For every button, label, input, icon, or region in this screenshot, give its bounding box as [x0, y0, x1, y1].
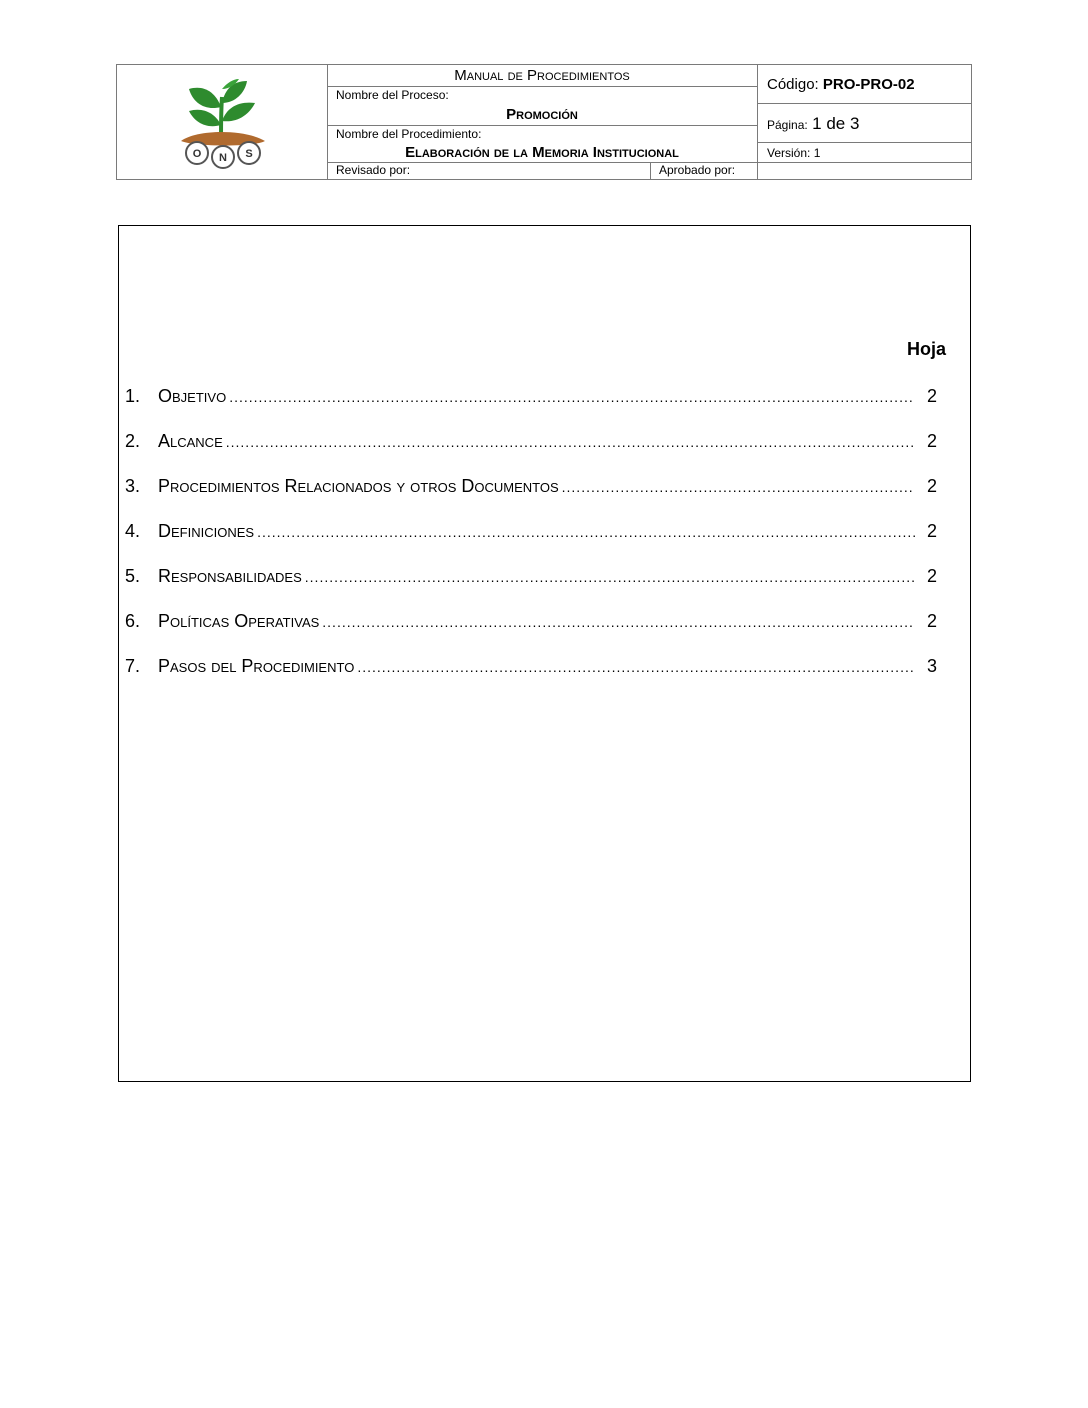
toc-page-heading: Hoja: [906, 339, 946, 359]
reviewed-by: Revisado por:: [327, 163, 651, 179]
approved-by: Aprobado por:: [659, 163, 736, 177]
toc-item-page: 2: [926, 386, 937, 406]
toc-item-definiciones[interactable]: [125, 519, 937, 543]
toc-item-alcance[interactable]: [125, 429, 937, 453]
logo-letter-o: O: [192, 148, 202, 160]
approved-extension: [758, 163, 972, 179]
page-cell: [758, 104, 972, 143]
toc-item-pasos-del-procedimiento[interactable]: [125, 654, 937, 678]
toc-item-page: 2: [926, 611, 937, 631]
logo-letter-s: S: [245, 148, 253, 160]
toc-item-title: Políticas Operativas: [158, 611, 320, 631]
toc-item-responsabilidades[interactable]: [125, 564, 937, 588]
toc-item-number: 4.: [125, 521, 141, 541]
header-middle: [327, 65, 757, 179]
signature-row: [327, 163, 757, 179]
toc-leader-dots: [229, 385, 915, 409]
header-right: [757, 65, 972, 179]
code-cell: [758, 65, 972, 104]
version-value: 1: [813, 146, 821, 160]
procedure-value: Elaboración de la Memoria Institucional: [405, 144, 679, 161]
version-label: Versión:: [767, 146, 811, 160]
toc-item-number: 7.: [125, 656, 141, 676]
toc-item-title: Responsabilidades: [158, 566, 302, 586]
toc-leader-dots: [322, 610, 915, 634]
toc-item-title: Procedimientos Relacionados y otros Documentos: [158, 476, 559, 496]
manual-title: Manual de Procedimientos: [327, 65, 757, 87]
toc-item-number: 1.: [125, 386, 141, 406]
process-cell: [327, 87, 757, 126]
toc-item-title: Objetivo: [158, 386, 227, 406]
toc-item-number: 6.: [125, 611, 141, 631]
toc-item-page: 2: [926, 521, 937, 541]
toc-leader-dots: [562, 475, 915, 499]
toc-item-page: 3: [926, 656, 937, 676]
process-value: Promoción: [506, 106, 578, 123]
page-value: 1 de 3: [812, 114, 860, 133]
toc-leader-dots: [305, 565, 915, 589]
document-header: [116, 64, 972, 180]
toc-item-number: 5.: [125, 566, 141, 586]
toc-item-page: 2: [926, 476, 937, 496]
toc-item-page: 2: [926, 431, 937, 451]
toc-item-page: 2: [926, 566, 937, 586]
toc-item-title: Pasos del Procedimiento: [158, 656, 355, 676]
toc-leader-dots: [257, 520, 915, 544]
ons-logo: [175, 77, 271, 169]
toc-item-objetivo[interactable]: [125, 384, 937, 408]
toc-item-number: 3.: [125, 476, 141, 496]
logo-letter-n: N: [219, 152, 227, 164]
toc-item-title: Definiciones: [158, 521, 255, 541]
toc-leader-dots: [357, 655, 915, 679]
toc-leader-dots: [226, 430, 915, 454]
code-value: PRO-PRO-02: [822, 76, 915, 93]
version-cell: [758, 143, 972, 163]
logo-cell: [117, 65, 328, 179]
toc-item-procedimientos-relacionados[interactable]: [125, 474, 937, 498]
procedure-label: Nombre del Procedimiento:: [336, 127, 482, 141]
toc-item-politicas-operativas[interactable]: [125, 609, 937, 633]
process-label: Nombre del Proceso:: [336, 88, 449, 102]
table-of-contents: [118, 225, 971, 1082]
toc-item-number: 2.: [125, 431, 141, 451]
toc-item-title: Alcance: [158, 431, 223, 451]
code-label: Código:: [767, 76, 819, 93]
page-label: Página:: [767, 118, 808, 132]
procedure-cell: [327, 126, 757, 163]
